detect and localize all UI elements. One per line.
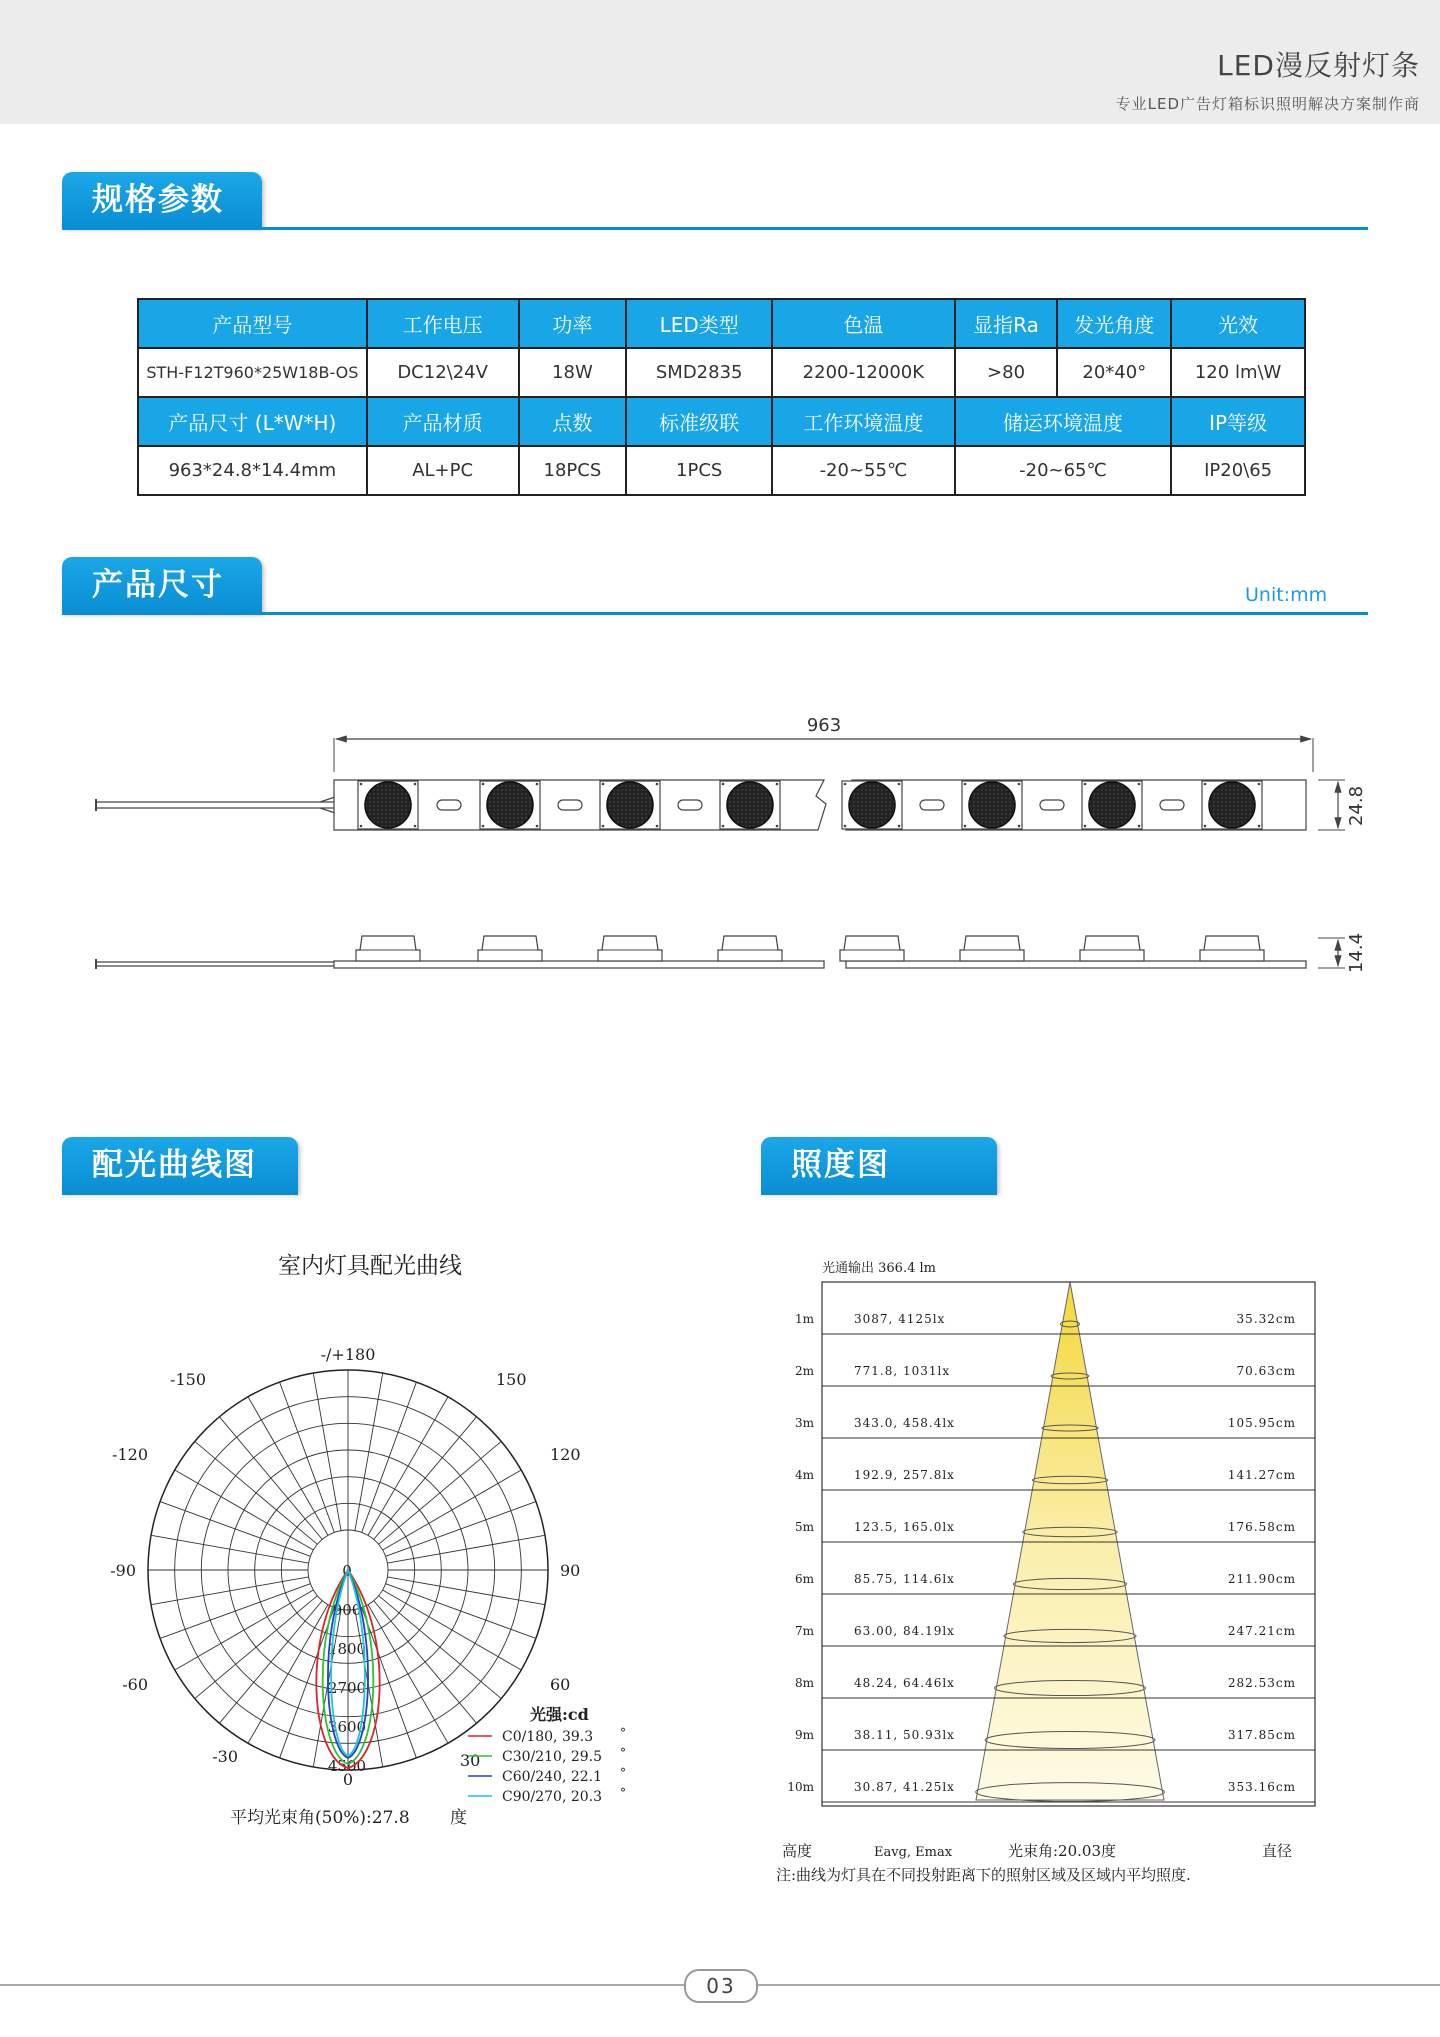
- led-lens: [1089, 782, 1135, 828]
- section-curve: [62, 1137, 298, 1195]
- illuminance-height: 7m: [794, 1624, 814, 1638]
- spec-data-row: [138, 348, 1305, 397]
- led-side-profile: [598, 936, 662, 961]
- illuminance-diameter: 141.27cm: [1227, 1468, 1296, 1482]
- length-dimension: 963: [806, 715, 842, 736]
- polar-title: 室内灯具配光曲线: [278, 1253, 462, 1279]
- spec-value-cell: DC12\24V: [367, 348, 519, 397]
- polar-angle-label: -90: [110, 1561, 136, 1580]
- luminous-flux: 光通输出 366.4 lm: [822, 1261, 936, 1276]
- led-side-profile: [478, 936, 542, 961]
- polar-legend-unit: °: [620, 1766, 626, 1780]
- spec-header-cell: 色温: [772, 299, 955, 348]
- foot-eavg: Eavg, Emax: [874, 1845, 953, 1860]
- polar-angle-label: -150: [170, 1370, 206, 1389]
- spec-data-row: [138, 446, 1305, 495]
- polar-legend-unit: °: [620, 1746, 626, 1760]
- spec-header-cell: 功率: [519, 299, 627, 348]
- mounting-slot: [1160, 800, 1184, 810]
- section-title-size: 产品尺寸: [62, 557, 262, 613]
- section-size: [62, 557, 1368, 615]
- spec-header-row: [138, 397, 1305, 446]
- foot-beam-angle: 光束角:20.03度: [1008, 1842, 1116, 1860]
- side-view-leds: [356, 936, 1264, 961]
- polar-legend: [468, 1705, 626, 1805]
- unit-label: Unit:mm: [1245, 584, 1328, 606]
- spec-header-cell: 点数: [519, 397, 627, 446]
- polar-radial-label: 4500: [327, 1757, 367, 1775]
- illuminance-value: 30.87, 41.25lx: [854, 1780, 955, 1794]
- illuminance-value: 192.9, 257.8lx: [854, 1468, 955, 1482]
- illuminance-height: 3m: [794, 1416, 814, 1430]
- polar-radial-label: 3600: [327, 1718, 367, 1736]
- foot-height: 高度: [782, 1842, 813, 1860]
- illuminance-value: 85.75, 114.6lx: [854, 1572, 955, 1586]
- illuminance-value: 343.0, 458.4lx: [854, 1416, 955, 1430]
- spec-header-cell: 发光角度: [1057, 299, 1171, 348]
- spec-value-cell: -20~55℃: [772, 446, 955, 495]
- dimension-drawing: [0, 700, 1440, 1000]
- polar-legend-entry: C30/210, 29.5: [502, 1749, 603, 1765]
- polar-angle-label: -30: [212, 1747, 238, 1766]
- polar-legend-entry: C60/240, 22.1: [502, 1769, 603, 1785]
- polar-radial-label: 2700: [327, 1679, 367, 1697]
- mounting-slot: [678, 800, 702, 810]
- illuminance-value: 771.8, 1031lx: [854, 1364, 951, 1378]
- page-subtitle: 专业LED广告灯箱标识照明解决方案制作商: [1115, 95, 1420, 113]
- illuminance-diameter: 105.95cm: [1227, 1416, 1296, 1430]
- spec-header-cell: 储运环境温度: [955, 397, 1172, 446]
- illuminance-diameter: 247.21cm: [1227, 1624, 1296, 1638]
- illuminance-diameter: 35.32cm: [1236, 1312, 1296, 1326]
- spec-header-cell: 产品尺寸 (L*W*H): [138, 397, 367, 446]
- section-title-spec: 规格参数: [62, 172, 262, 228]
- polar-radial-label: 900: [332, 1601, 362, 1619]
- polar-legend-title: 光强:cd: [530, 1705, 589, 1724]
- illuminance-diameter: 317.85cm: [1227, 1728, 1296, 1742]
- spec-value-cell: AL+PC: [367, 446, 519, 495]
- section-title-illuminance: 照度图: [761, 1137, 997, 1193]
- led-lens: [727, 782, 773, 828]
- polar-radial-label: 1800: [327, 1640, 367, 1658]
- polar-angle-label: 90: [560, 1561, 581, 1580]
- spec-value-cell: STH-F12T960*25W18B-OS: [138, 348, 367, 397]
- illuminance-diameter: 282.53cm: [1227, 1676, 1296, 1690]
- polar-angle-label: 150: [496, 1370, 527, 1389]
- illuminance-diameter: 353.16cm: [1227, 1780, 1296, 1794]
- section-divider: [761, 1192, 997, 1195]
- led-side-profile: [960, 936, 1024, 961]
- spec-header-cell: 产品材质: [367, 397, 519, 446]
- foot-diameter: 直径: [1262, 1842, 1293, 1860]
- polar-legend-entry: C0/180, 39.3: [502, 1729, 594, 1745]
- spec-value-cell: 18PCS: [519, 446, 627, 495]
- led-lens: [365, 782, 411, 828]
- spec-header-cell: 光效: [1171, 299, 1305, 348]
- illuminance-value: 48.24, 64.46lx: [854, 1676, 955, 1690]
- illuminance-value: 63.00, 84.19lx: [854, 1624, 955, 1638]
- illuminance-height: 4m: [794, 1468, 814, 1482]
- polar-angle-label: 60: [550, 1675, 571, 1694]
- section-illuminance: [761, 1137, 997, 1195]
- mounting-slot: [920, 800, 944, 810]
- polar-angle-label: -120: [112, 1445, 148, 1464]
- polar-angle-label: -/+180: [320, 1345, 376, 1364]
- led-lens: [849, 782, 895, 828]
- illuminance-height: 1m: [794, 1312, 814, 1326]
- led-side-profile: [840, 936, 904, 961]
- spec-table: [137, 298, 1306, 496]
- width-dimension: 24.8: [1346, 785, 1367, 827]
- page-number: 03: [684, 1969, 758, 2003]
- height-dimension: 14.4: [1346, 932, 1367, 974]
- polar-legend-entry: C90/270, 20.3: [502, 1789, 603, 1805]
- spec-value-cell: SMD2835: [626, 348, 772, 397]
- polar-legend-unit: °: [620, 1726, 626, 1740]
- spec-value-cell: -20~65℃: [955, 446, 1172, 495]
- spec-header-cell: IP等级: [1171, 397, 1305, 446]
- spec-value-cell: 1PCS: [626, 446, 772, 495]
- led-lens: [607, 782, 653, 828]
- led-lens: [969, 782, 1015, 828]
- led-side-profile: [1200, 936, 1264, 961]
- spec-value-cell: IP20\65: [1171, 446, 1305, 495]
- led-lens: [487, 782, 533, 828]
- illuminance-height: 10m: [787, 1780, 814, 1794]
- spec-header-cell: 显指Ra: [955, 299, 1058, 348]
- illuminance-value: 123.5, 165.0lx: [854, 1520, 955, 1534]
- polar-angle-label: 30: [460, 1751, 481, 1770]
- led-side-profile: [1080, 936, 1144, 961]
- page-title: LED漫反射灯条: [1217, 49, 1420, 82]
- spec-header-cell: 工作电压: [367, 299, 519, 348]
- spec-value-cell: 963*24.8*14.4mm: [138, 446, 367, 495]
- polar-radial-label: 0: [342, 1562, 352, 1580]
- section-divider: [62, 612, 1368, 615]
- led-lens: [1209, 782, 1255, 828]
- mounting-slot: [558, 800, 582, 810]
- illuminance-height: 9m: [794, 1728, 814, 1742]
- polar-angle-label: 0: [342, 1770, 354, 1789]
- spec-header-cell: 标准级联: [626, 397, 772, 446]
- polar-angle-labels: [110, 1345, 580, 1789]
- mounting-slot: [437, 800, 461, 810]
- section-title-curve: 配光曲线图: [62, 1137, 298, 1193]
- illuminance-diameter: 211.90cm: [1227, 1572, 1296, 1586]
- mounting-slot: [1040, 800, 1064, 810]
- spec-value-cell: 18W: [519, 348, 627, 397]
- illuminance-diameter: 70.63cm: [1236, 1364, 1296, 1378]
- beam-angle-label: 平均光束角(50%):27.8: [230, 1808, 410, 1828]
- illuminance-diagram: [770, 1250, 1330, 1900]
- illuminance-diameter: 176.58cm: [1227, 1520, 1296, 1534]
- illuminance-note: 注:曲线为灯具在不同投射距离下的照射区域及区域内平均照度.: [776, 1866, 1191, 1884]
- section-divider: [62, 227, 1368, 230]
- spec-header-cell: LED类型: [626, 299, 772, 348]
- illuminance-height: 2m: [794, 1364, 814, 1378]
- illuminance-value: 3087, 4125lx: [854, 1312, 946, 1326]
- section-spec: [62, 172, 1368, 230]
- spec-value-cell: 20*40°: [1057, 348, 1171, 397]
- led-side-profile: [718, 936, 782, 961]
- polar-light-distribution-chart: [90, 1250, 710, 1850]
- polar-legend-unit: °: [620, 1786, 626, 1800]
- page-header: [0, 0, 1440, 124]
- spec-header-cell: 工作环境温度: [772, 397, 955, 446]
- illuminance-value: 38.11, 50.93lx: [854, 1728, 955, 1742]
- spec-value-cell: >80: [955, 348, 1058, 397]
- illuminance-height: 5m: [794, 1520, 814, 1534]
- spec-header-row: [138, 299, 1305, 348]
- section-divider: [62, 1192, 298, 1195]
- beam-angle-unit: 度: [450, 1808, 467, 1828]
- illuminance-height: 8m: [794, 1676, 814, 1690]
- spec-header-cell: 产品型号: [138, 299, 367, 348]
- polar-angle-label: 120: [550, 1445, 581, 1464]
- spec-value-cell: 2200-12000K: [772, 348, 955, 397]
- led-side-profile: [356, 936, 420, 961]
- polar-angle-label: -60: [122, 1675, 148, 1694]
- spec-value-cell: 120 lm\W: [1171, 348, 1305, 397]
- illuminance-height: 6m: [794, 1572, 814, 1586]
